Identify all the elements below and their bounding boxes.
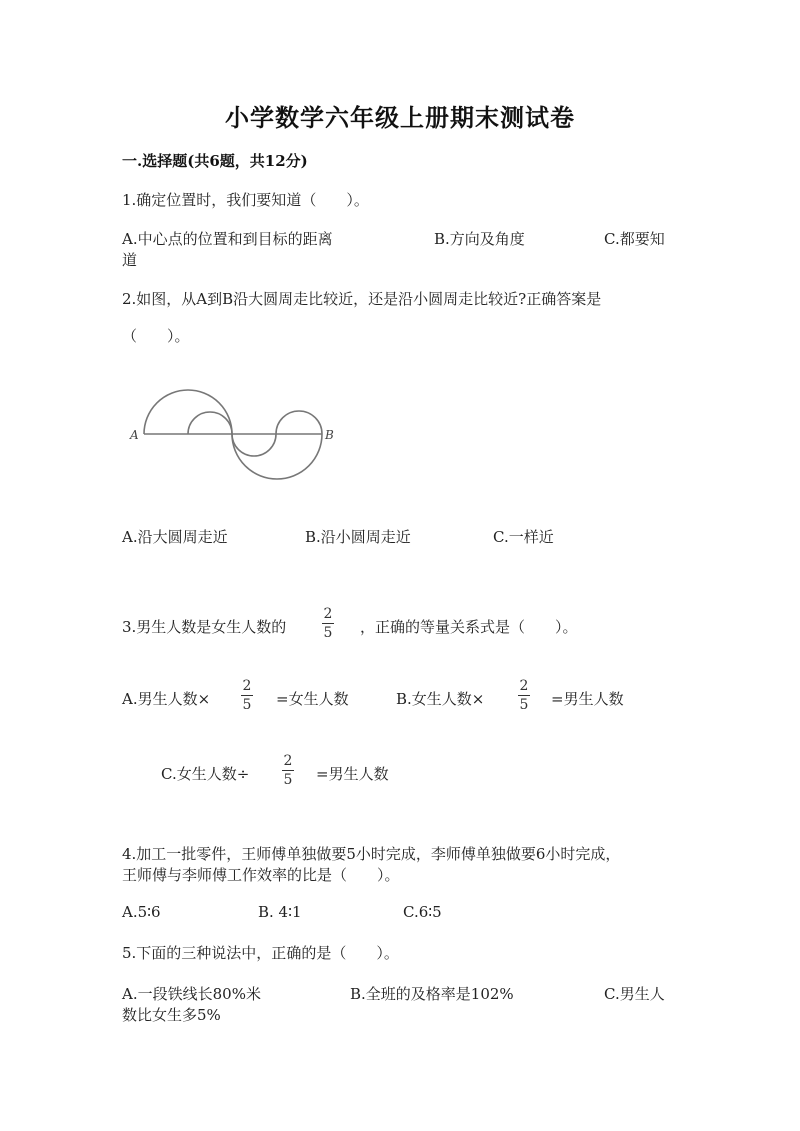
question-1-option-a: A.中心点的位置和到目标的距离 — [122, 230, 333, 248]
fraction-bar — [282, 770, 294, 771]
question-3-option-b-pre: B.女生人数× — [396, 690, 485, 708]
figure-small-arc-3 — [276, 411, 322, 434]
question-1-option-c: C.都要知 — [604, 230, 665, 248]
figure-big-arc-upper — [144, 390, 232, 434]
question-4-stem-wrap: 王师傅与李师傅工作效率的比是（ ）。 — [122, 866, 400, 884]
question-3-option-a-pre: A.男生人数× — [122, 690, 211, 708]
question-2-stem: 2.如图，从A到B沿大圆周走比较近，还是沿小圆周走比较近?正确答案是 — [122, 290, 602, 308]
question-3-option-c-post: =男生人数 — [316, 765, 389, 783]
page-title: 小学数学六年级上册期末测试卷 — [225, 103, 575, 132]
fraction-numerator: 2 — [519, 678, 529, 694]
fraction-denominator: 5 — [323, 625, 333, 641]
fraction-numerator: 2 — [283, 753, 293, 769]
question-5-stem: 5.下面的三种说法中，正确的是（ ）。 — [122, 944, 399, 962]
fraction-denominator: 5 — [242, 697, 252, 713]
figure-small-arc-1 — [188, 412, 232, 434]
question-4-stem: 4.加工一批零件，王师傅单独做要5小时完成，李师傅单独做要6小时完成， — [122, 845, 621, 863]
question-3-option-a-fraction — [241, 678, 253, 713]
question-5-option-c: C.男生人 — [604, 985, 665, 1003]
fraction-bar — [241, 695, 253, 696]
question-1-stem: 1.确定位置时，我们要知道（ ）。 — [122, 191, 369, 209]
question-4-option-a: A.5∶6 — [122, 903, 161, 921]
question-2-option-a: A.沿大圆周走近 — [122, 528, 228, 546]
question-4-option-c: C.6∶5 — [403, 903, 442, 921]
question-3-stem-pre: 3.男生人数是女生人数的 — [122, 618, 287, 636]
fraction-denominator: 5 — [283, 772, 293, 788]
question-3-option-b-post: =男生人数 — [551, 690, 624, 708]
figure-big-arc-lower — [232, 434, 322, 479]
question-3-fraction — [322, 606, 334, 641]
question-1-option-c-wrap: 道 — [122, 251, 138, 269]
fraction-denominator: 5 — [519, 697, 529, 713]
fraction-bar — [518, 695, 530, 696]
fraction-numerator: 2 — [242, 678, 252, 694]
figure-small-arc-2 — [232, 434, 276, 456]
question-3-option-a-post: =女生人数 — [276, 690, 349, 708]
question-2-stem-wrap: （ ）。 — [122, 327, 190, 345]
question-3-stem-post: ，正确的等量关系式是（ ）。 — [360, 618, 578, 636]
fraction-bar — [322, 623, 334, 624]
question-2-option-c: C.一样近 — [493, 528, 554, 546]
question-5-option-c-wrap: 数比女生多5% — [122, 1006, 221, 1024]
question-5-option-a: A.一段铁线长80%米 — [122, 985, 261, 1003]
question-1-option-b: B.方向及角度 — [434, 230, 525, 248]
question-3-option-c-pre: C.女生人数÷ — [161, 765, 250, 783]
circles-path-figure — [124, 380, 344, 490]
question-2-option-b: B.沿小圆周走近 — [305, 528, 411, 546]
figure-label-b: B — [325, 428, 334, 442]
question-3-option-b-fraction — [518, 678, 530, 713]
question-4-option-b: B. 4∶1 — [258, 903, 302, 921]
figure-label-a: A — [130, 428, 139, 442]
fraction-numerator: 2 — [323, 606, 333, 622]
question-3-option-c-fraction — [282, 753, 294, 788]
section-heading: 一.选择题(共6题，共12分) — [122, 152, 308, 170]
question-5-option-b: B.全班的及格率是102% — [350, 985, 514, 1003]
